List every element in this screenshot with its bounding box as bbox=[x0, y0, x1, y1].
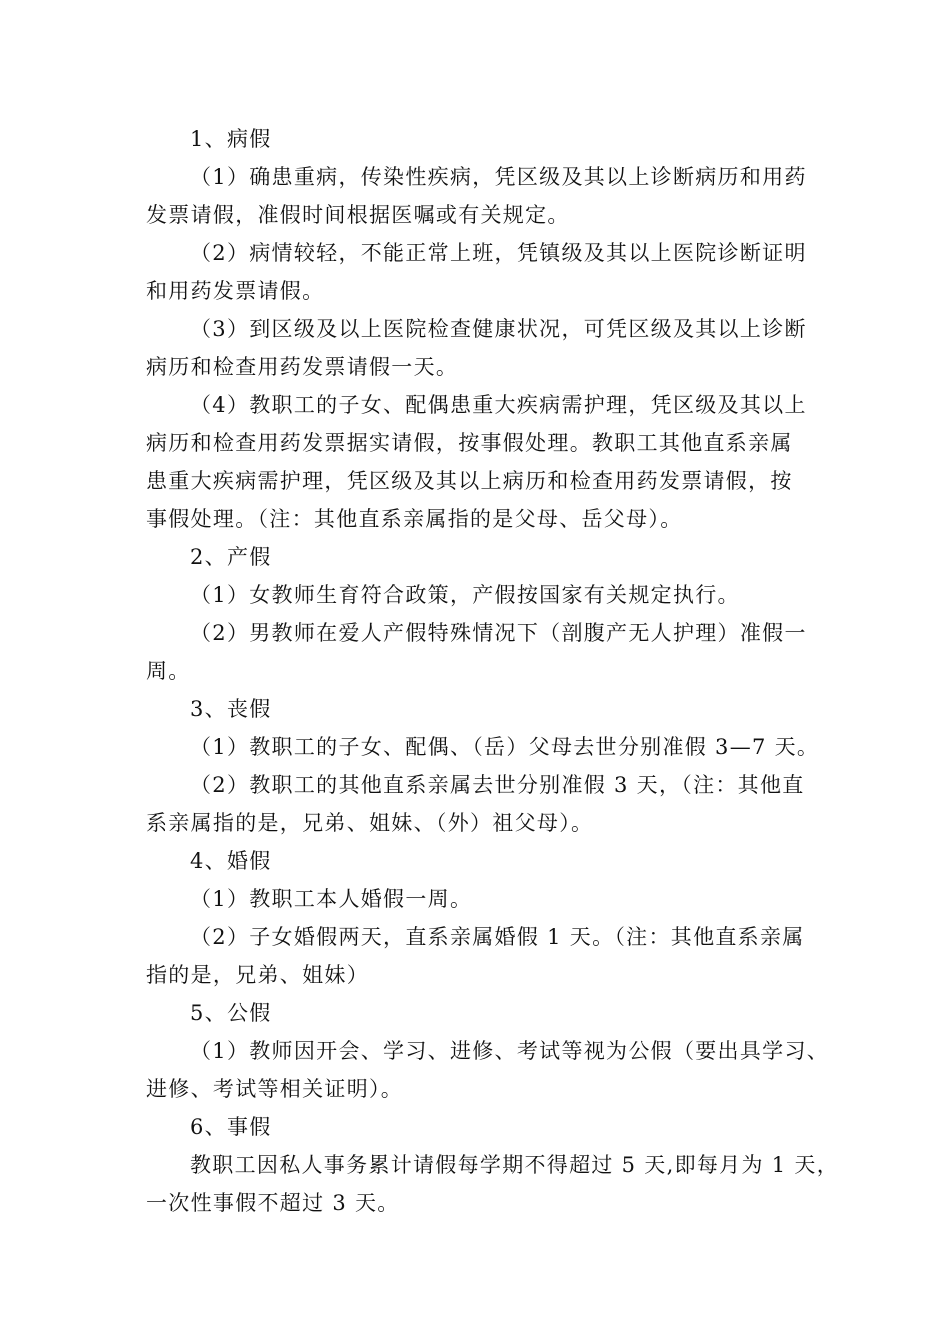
paragraph-line: 病历和检查用药发票请假一天。 bbox=[146, 355, 459, 379]
paragraph-line: （4）教职工的子女、配偶患重大疾病需护理，凭区级及其以上 bbox=[190, 393, 807, 417]
paragraph-line: （1）教职工本人婚假一周。 bbox=[190, 887, 473, 911]
paragraph-line: 系亲属指的是，兄弟、姐妹、（外）祖父母）。 bbox=[146, 811, 594, 835]
paragraph-line: 进修、考试等相关证明）。 bbox=[146, 1077, 404, 1101]
paragraph-line: （2）病情较轻，不能正常上班，凭镇级及其以上医院诊断证明 bbox=[190, 241, 807, 265]
section-heading-personal-leave: 6、事假 bbox=[190, 1115, 272, 1139]
paragraph-line: （2）教职工的其他直系亲属去世分别准假 3 天，（注：其他直 bbox=[190, 773, 805, 797]
paragraph-line: 一次性事假不超过 3 天。 bbox=[146, 1191, 400, 1215]
paragraph-line: 教职工因私人事务累计请假每学期不得超过 5 天,即每月为 1 天， bbox=[190, 1153, 839, 1177]
section-heading-bereavement-leave: 3、丧假 bbox=[190, 697, 272, 721]
paragraph-line: 和用药发票请假。 bbox=[146, 279, 325, 303]
paragraph-line: （3）到区级及以上医院检查健康状况，可凭区级及其以上诊断 bbox=[190, 317, 807, 341]
paragraph-line: （1）教师因开会、学习、进修、考试等视为公假（要出具学习、 bbox=[190, 1039, 830, 1063]
paragraph-line: 周。 bbox=[146, 659, 191, 683]
paragraph-line: （2）男教师在爱人产假特殊情况下（剖腹产无人护理）准假一 bbox=[190, 621, 807, 645]
section-heading-marriage-leave: 4、婚假 bbox=[190, 849, 272, 873]
paragraph-line: 事假处理。（注：其他直系亲属指的是父母、岳父母）。 bbox=[146, 507, 683, 531]
paragraph-line: 病历和检查用药发票据实请假，按事假处理。教职工其他直系亲属 bbox=[146, 431, 793, 455]
paragraph-line: （1）女教师生育符合政策，产假按国家有关规定执行。 bbox=[190, 583, 740, 607]
section-heading-official-leave: 5、公假 bbox=[190, 1001, 272, 1025]
document-body bbox=[146, 120, 839, 1222]
section-heading-maternity-leave: 2、产假 bbox=[190, 545, 272, 569]
paragraph-line: 发票请假，准假时间根据医嘱或有关规定。 bbox=[146, 203, 570, 227]
section-heading-sick-leave: 1、病假 bbox=[190, 127, 272, 151]
paragraph-line: （1）确患重病，传染性疾病，凭区级及其以上诊断病历和用药 bbox=[190, 165, 807, 189]
paragraph-line: 指的是，兄弟、姐妹） bbox=[146, 963, 369, 987]
paragraph-line: 患重大疾病需护理，凭区级及其以上病历和检查用药发票请假，按 bbox=[146, 469, 793, 493]
paragraph-line: （1）教职工的子女、配偶、（岳）父母去世分别准假 3—7 天。 bbox=[190, 735, 820, 759]
paragraph-line: （2）子女婚假两天，直系亲属婚假 1 天。（注：其他直系亲属 bbox=[190, 925, 805, 949]
